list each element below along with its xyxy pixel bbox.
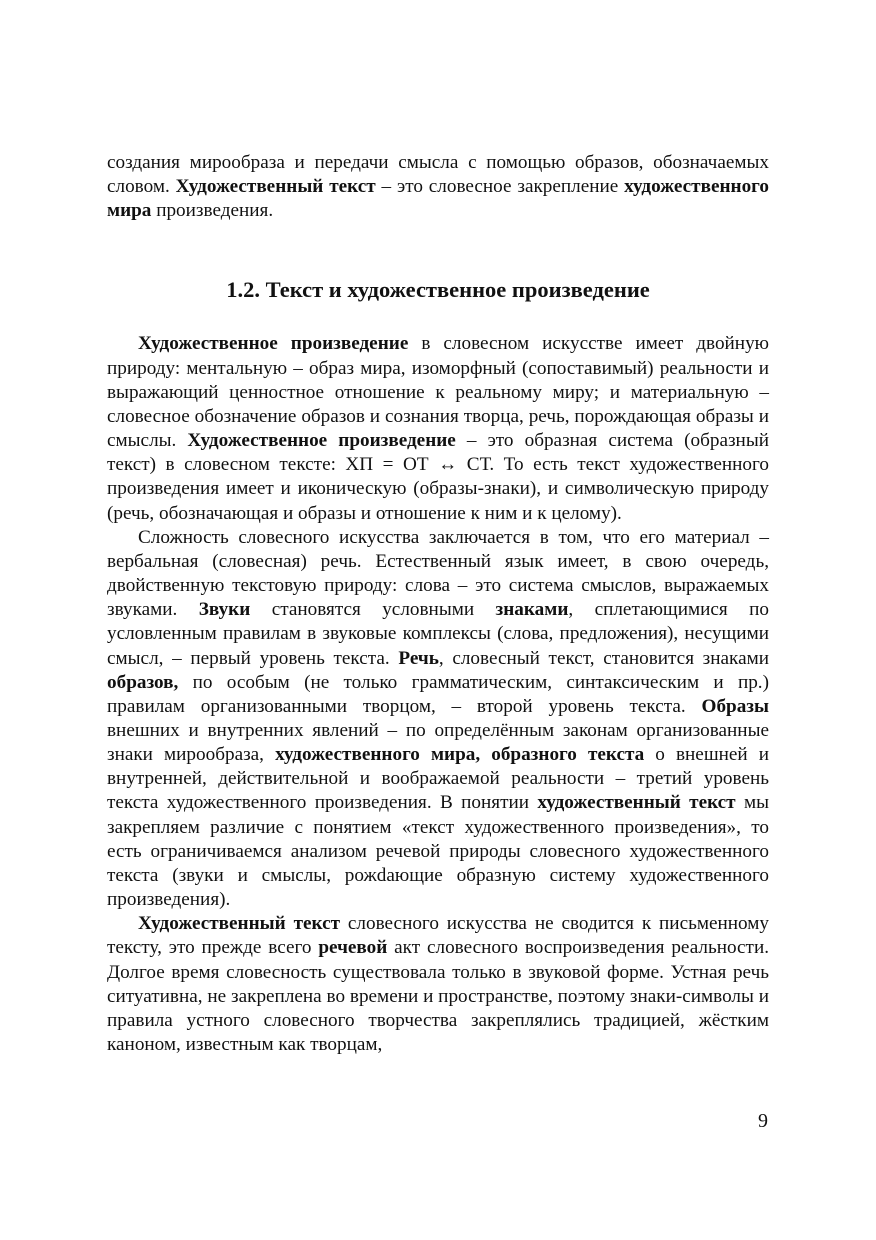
p2-run-14: мы закрепляем различие с понятием «текст художественного произведения», то есть ограничиваемся анализом речевой природы словесного художественного текста (звуки и смыслы, рожdающие образную систему художественного произведения). xyxy=(107,792,769,911)
p1-run-0: Художественное произведение xyxy=(138,333,409,355)
p2-run-6: , словесный текст, становится знаками xyxy=(438,647,770,669)
paragraph-2 xyxy=(107,526,769,913)
p2-run-9: Образы xyxy=(701,695,769,717)
p1-run-2: Художественное произведение xyxy=(187,430,456,452)
paragraph-1 xyxy=(107,332,769,525)
section-heading: 1.2. Текст и художественное произведение xyxy=(226,277,650,303)
intro-run-2: – это словесное закрепление xyxy=(375,176,625,198)
p2-run-10: внешних и внутренних явлений – по определённым законам организованные знаки мирообраза, xyxy=(107,719,769,766)
paragraph-3 xyxy=(107,912,769,1057)
p2-run-12: о внешней и внутренней, действительной и воображаемой реальности – третий уровень текста художественного произведения. В понятии xyxy=(107,744,769,814)
intro-run-0: создания мирообраза и передачи смысла с помощью образов, обозначаемых словом. xyxy=(107,152,769,198)
p1-run-3: – это образная система (образный текст) в словесном тексте: ХП = ОТ ↔ СТ. То есть текст художественного произведения имеет и иконическую (образы-знаки), и символическую природу (речь, обозначающая и образы и отношение к ним и к целому). xyxy=(107,430,769,524)
p3-run-0: Художественный текст xyxy=(138,913,341,935)
p2-run-2: становятся условными xyxy=(250,599,496,621)
page-content xyxy=(107,151,769,1057)
p2-run-0: Сложность словесного искусства заключается в том, что его материал – вербальная (словесная) речь. Естественный язык имеет, в свою очередь, двойственную текстовую природу: слова – это система смыслов, выражаемых звуками. xyxy=(107,526,769,621)
p2-run-11: художественного мира, образного текста xyxy=(275,744,645,766)
p2-run-7: образов, xyxy=(107,671,179,693)
p1-run-1: в словесном искусстве имеет двойную природу: ментальную – образ мира, изоморфный (сопоставимый) реальности и выражающий ценностное отношение к реальному миру; и материальную – словесное обозначение образов и сознания творца, речь, порождающая образы и смыслы. xyxy=(107,333,770,452)
p2-run-13: художественный текст xyxy=(537,792,736,814)
p2-run-8: по особым (не только грамматическим, синтаксическим и пр.) правилам организованными творцом, – второй уровень текста. xyxy=(107,671,769,717)
p3-run-2: речевой xyxy=(318,937,388,959)
p3-run-3: акт словесного воспроизведения реальности. Долгое время словесность существовала только в звуковой форме. Устная речь ситуативна, не закреплена во времени и пространстве, поэтому знаки-символы и правила устного словесного творчества закреплялись традицией, жёстким каноном, известным как творцам, xyxy=(107,937,770,1055)
p2-run-1: Звуки xyxy=(198,599,251,621)
intro-run-3: художественного мира xyxy=(107,176,770,222)
intro-paragraph xyxy=(107,151,769,223)
intro-run-1: Художественный текст xyxy=(175,176,376,198)
p2-run-3: знаками xyxy=(495,599,569,621)
p2-run-5: Речь xyxy=(398,647,439,669)
page-number: 9 xyxy=(758,1110,768,1132)
p2-run-4: , сплетающимися по условленным правилам в звуковые комплексы (слова, предложения), несущими смысл, – первый уровень текста. xyxy=(107,599,769,669)
p3-run-1: словесного искусства не сводится к письменному тексту, это прежде всего xyxy=(107,913,769,959)
intro-run-4: произведения. xyxy=(151,200,274,222)
